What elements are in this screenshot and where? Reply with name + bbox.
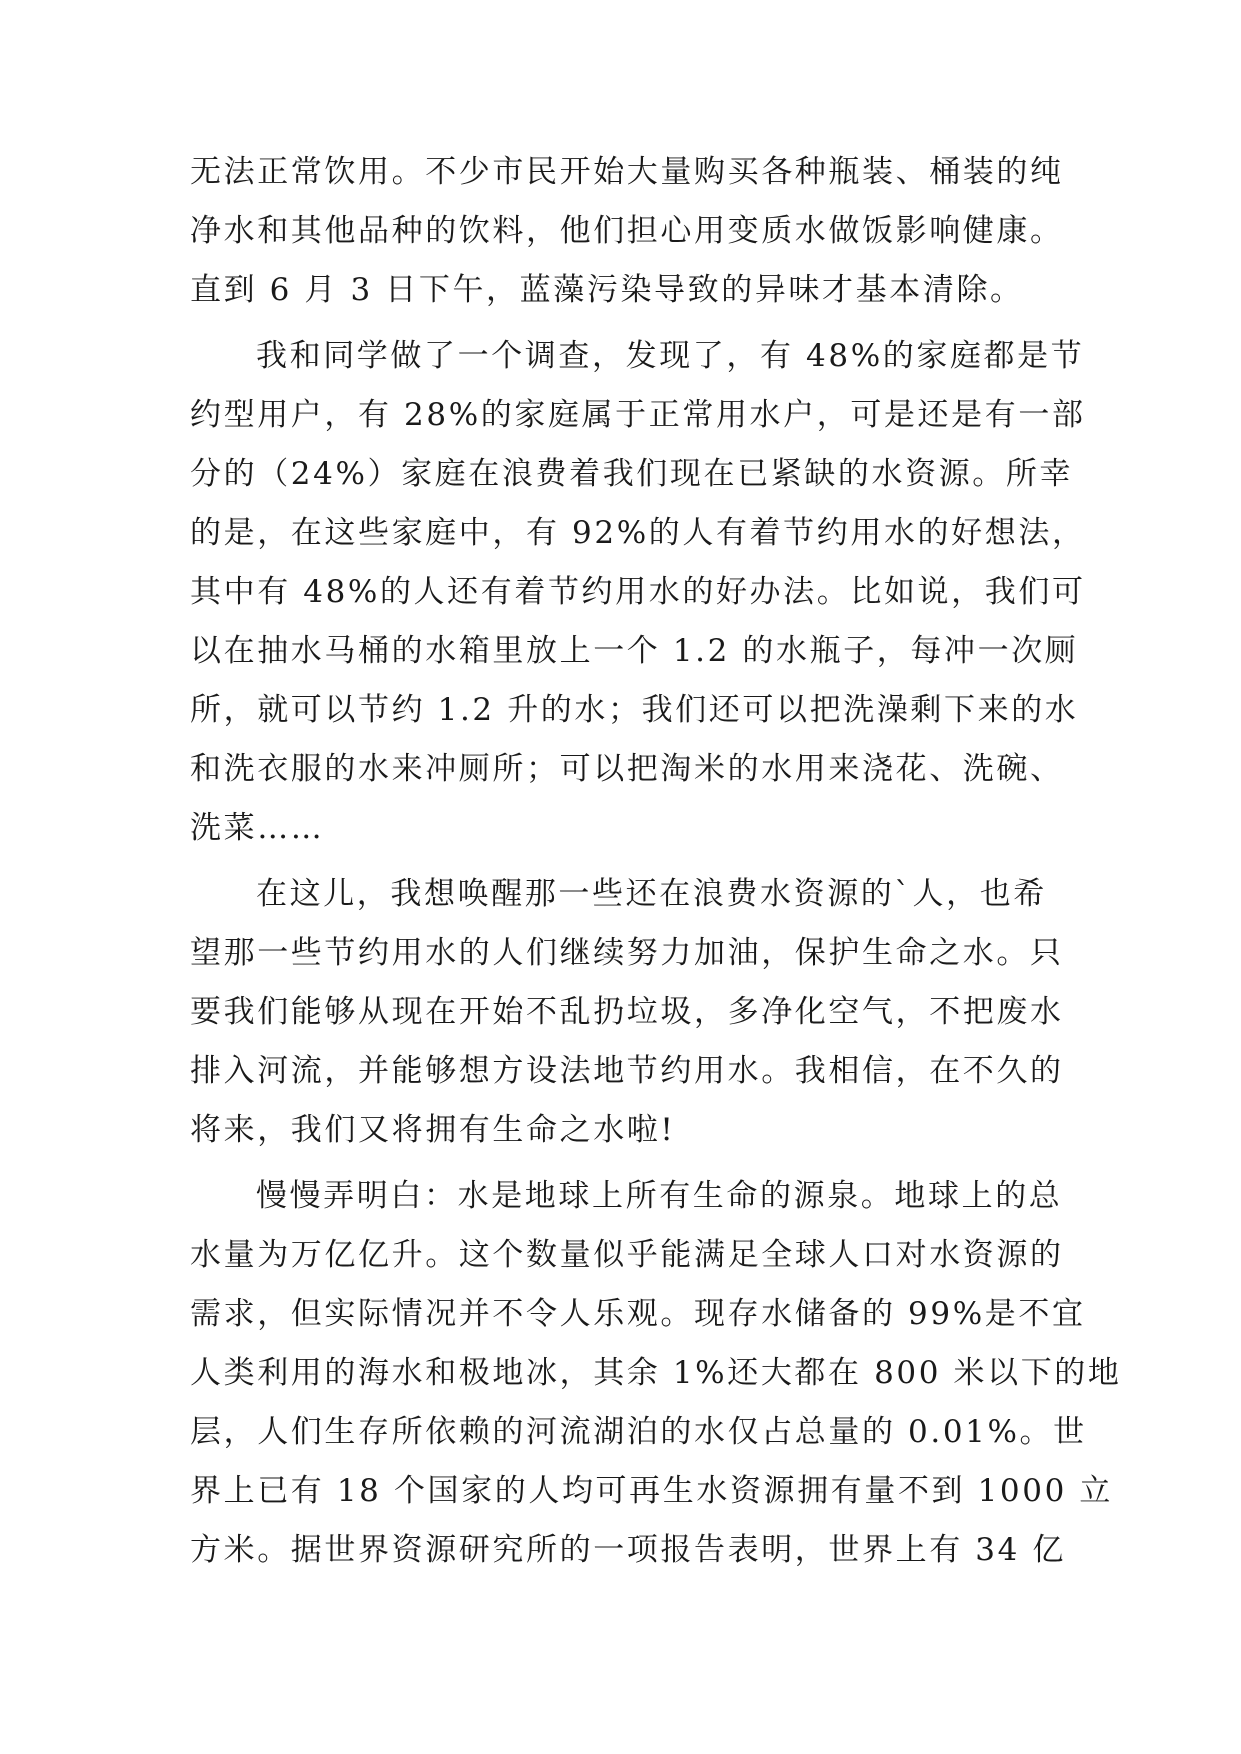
text-line: 排入河流，并能够想方设法地节约用水。我相信，在不久的 bbox=[190, 1053, 1064, 1089]
text-line: 慢慢弄明白：水是地球上所有生命的源泉。地球上的总 bbox=[256, 1178, 1063, 1214]
text-line: 净水和其他品种的饮料，他们担心用变质水做饭影响健康。 bbox=[190, 213, 1064, 249]
text-line: 所，就可以节约 1.2 升的水；我们还可以把洗澡剩下来的水 bbox=[190, 692, 1079, 728]
text-line: 以在抽水马桶的水箱里放上一个 1.2 的水瓶子，每冲一次厕 bbox=[190, 633, 1079, 669]
text-line: 无法正常饮用。不少市民开始大量购买各种瓶装、桶装的纯 bbox=[190, 154, 1064, 190]
text-line: 界上已有 18 个国家的人均可再生水资源拥有量不到 1000 立 bbox=[190, 1473, 1113, 1509]
text-line: 和洗衣服的水来冲厕所；可以把淘米的水用来浇花、洗碗、 bbox=[190, 751, 1064, 787]
text-line: 的是，在这些家庭中，有 92%的人有着节约用水的好想法， bbox=[190, 515, 1086, 551]
text-line: 我和同学做了一个调查，发现了，有 48%的家庭都是节 bbox=[256, 338, 1085, 374]
text-line: 方米。据世界资源研究所的一项报告表明，世界上有 34 亿 bbox=[190, 1532, 1066, 1568]
text-line: 约型用户，有 28%的家庭属于正常用水户，可是还是有一部 bbox=[190, 397, 1086, 433]
text-line: 洗菜…… bbox=[190, 810, 325, 846]
text-line: 要我们能够从现在开始不乱扔垃圾，多净化空气，不把废水 bbox=[190, 994, 1064, 1030]
text-line: 水量为万亿亿升。这个数量似乎能满足全球人口对水资源的 bbox=[190, 1237, 1064, 1273]
text-line: 分的（24%）家庭在浪费着我们现在已紧缺的水资源。所幸 bbox=[190, 456, 1074, 492]
text-line: 望那一些节约用水的人们继续努力加油，保护生命之水。只 bbox=[190, 935, 1064, 971]
text-line: 在这儿，我想唤醒那一些还在浪费水资源的`人，也希 bbox=[256, 876, 1047, 912]
text-line: 直到 6 月 3 日下午，蓝藻污染导致的异味才基本清除。 bbox=[190, 272, 1024, 308]
text-line: 人类利用的海水和极地冰，其余 1%还大都在 800 米以下的地 bbox=[190, 1355, 1122, 1391]
text-line: 需求，但实际情况并不令人乐观。现存水储备的 99%是不宜 bbox=[190, 1296, 1086, 1332]
text-line: 其中有 48%的人还有着节约用水的好办法。比如说，我们可 bbox=[190, 574, 1086, 610]
text-line: 将来，我们又将拥有生命之水啦! bbox=[190, 1112, 676, 1148]
text-line: 层，人们生存所依赖的河流湖泊的水仅占总量的 0.01%。世 bbox=[190, 1414, 1087, 1450]
